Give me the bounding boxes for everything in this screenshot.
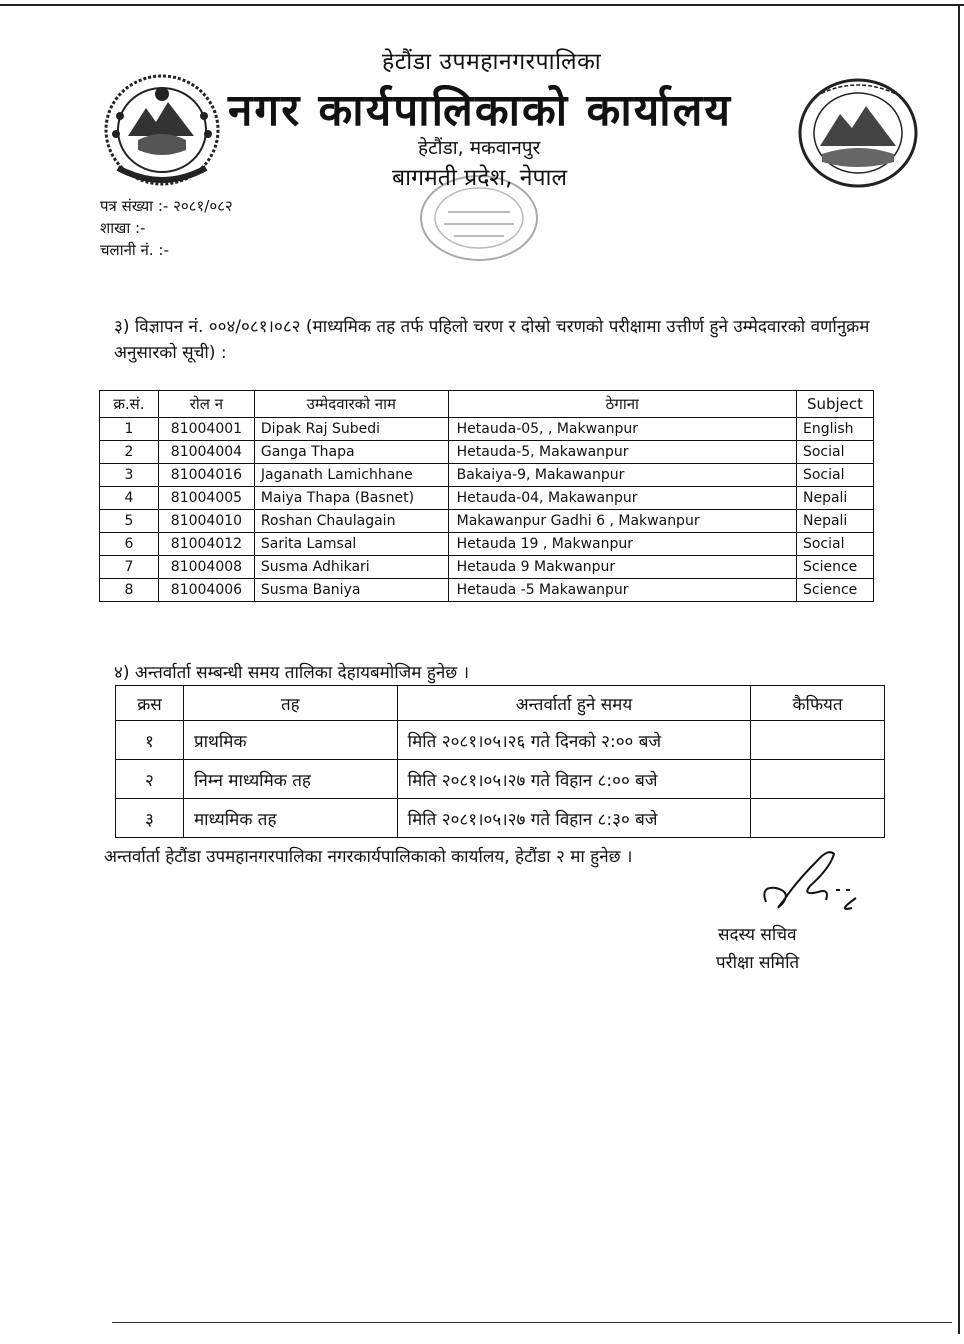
cell-roll: 81004016	[158, 464, 254, 487]
col-level: तह	[183, 686, 397, 721]
cell-name: Susma Baniya	[254, 579, 448, 602]
cell-name: Ganga Thapa	[254, 441, 448, 464]
cell-name: Susma Adhikari	[254, 556, 448, 579]
cell-roll: 81004004	[158, 441, 254, 464]
page-border-top	[0, 4, 964, 6]
cell-subject: Science	[796, 579, 873, 602]
cell-time: मिति २०८१।०५।२६ गते दिनको २:०० बजे	[397, 721, 750, 760]
signatory-body: परीक्षा समिति	[716, 953, 800, 973]
office-province: बागमती प्रदेश, नेपाल	[392, 165, 568, 191]
schedule-row	[116, 721, 885, 760]
cell-subject: Social	[796, 441, 873, 464]
page-border-bottom	[112, 1322, 952, 1323]
nepal-emblem-logo	[98, 68, 226, 192]
col-remarks: कैफियत	[751, 686, 885, 721]
cell-sn: 1	[100, 418, 159, 441]
cell-subject: Nepali	[796, 510, 873, 533]
cell-remarks	[751, 721, 885, 760]
candidate-table	[99, 390, 874, 602]
cell-subject: Social	[796, 533, 873, 556]
cell-roll: 81004001	[158, 418, 254, 441]
cell-subject: Nepali	[796, 487, 873, 510]
candidate-row	[100, 418, 874, 441]
cell-roll: 81004006	[158, 579, 254, 602]
col-time: अन्तर्वार्ता हुने समय	[397, 686, 750, 721]
section4-heading: ४) अन्तर्वार्ता सम्बन्धी समय तालिका देहायबमोजिम हुनेछ ।	[114, 663, 470, 683]
cell-address: Hetauda -5 Makawanpur	[448, 579, 796, 602]
cell-level: प्राथमिक	[183, 721, 397, 760]
cell-name: Dipak Raj Subedi	[254, 418, 448, 441]
candidate-row	[100, 579, 874, 602]
cell-remarks	[751, 799, 885, 838]
cell-roll: 81004005	[158, 487, 254, 510]
office-location: हेटौंडा, मकवानपुर	[418, 137, 541, 159]
cell-sn: १	[116, 721, 184, 760]
cell-address: Hetauda-05, , Makwanpur	[448, 418, 796, 441]
cell-sn: 8	[100, 579, 159, 602]
candidate-row	[100, 533, 874, 556]
col-sn: क्र.सं.	[100, 391, 159, 418]
cell-level: माध्यमिक तह	[183, 799, 397, 838]
col-roll: रोल न	[158, 391, 254, 418]
cell-address: Hetauda-5, Makawanpur	[448, 441, 796, 464]
cell-sn: २	[116, 760, 184, 799]
candidate-row	[100, 464, 874, 487]
cell-sn: 7	[100, 556, 159, 579]
cell-name: Jaganath Lamichhane	[254, 464, 448, 487]
cell-sn: 2	[100, 441, 159, 464]
cell-sn: 3	[100, 464, 159, 487]
section3-heading: ३) विज्ञापन नं. ००४/०८१।०८२ (माध्यमिक तह तर्फ पहिलो चरण र दोस्रो चरणको परीक्षामा उत्तीर्ण हुने उम्मेदवारको वर्णानुक्रम अनुसारको सूची) :	[114, 317, 870, 363]
cell-subject: Science	[796, 556, 873, 579]
cell-level: निम्न माध्यमिक तह	[183, 760, 397, 799]
cell-remarks	[751, 760, 885, 799]
candidate-row	[100, 441, 874, 464]
municipality-name: हेटौंडा उपमहानगरपालिका	[382, 49, 602, 75]
cell-name: Sarita Lamsal	[254, 533, 448, 556]
candidate-row	[100, 556, 874, 579]
branch-label: शाखा :-	[100, 219, 146, 237]
cell-subject: English	[796, 418, 873, 441]
schedule-table-header	[116, 686, 885, 721]
signatory-title: सदस्य सचिव	[718, 925, 797, 945]
interview-schedule-table	[115, 685, 885, 838]
page-border-right	[958, 4, 960, 1334]
col-address: ठेगाना	[448, 391, 796, 418]
cell-address: Makawanpur Gadhi 6 , Makwanpur	[448, 510, 796, 533]
schedule-row	[116, 760, 885, 799]
cell-roll: 81004012	[158, 533, 254, 556]
cell-address: Bakaiya-9, Makawanpur	[448, 464, 796, 487]
cell-roll: 81004010	[158, 510, 254, 533]
cell-roll: 81004008	[158, 556, 254, 579]
schedule-row	[116, 799, 885, 838]
candidate-row	[100, 510, 874, 533]
handwritten-signature	[756, 842, 860, 922]
cell-name: Maiya Thapa (Basnet)	[254, 487, 448, 510]
cell-name: Roshan Chaulagain	[254, 510, 448, 533]
office-title: नगर कार्यपालिकाको कार्यालय	[228, 85, 732, 136]
cell-address: Hetauda 9 Makwanpur	[448, 556, 796, 579]
cell-sn: 6	[100, 533, 159, 556]
cell-time: मिति २०८१।०५।२७ गते विहान ८:३० बजे	[397, 799, 750, 838]
municipality-logo	[796, 76, 920, 190]
col-sn: क्रस	[116, 686, 184, 721]
letter-number: पत्र संख्या :- २०८१/०८२	[100, 197, 233, 215]
cell-address: Hetauda 19 , Makwanpur	[448, 533, 796, 556]
col-subject: Subject	[796, 391, 873, 418]
candidate-row	[100, 487, 874, 510]
col-name: उम्मेदवारको नाम	[254, 391, 448, 418]
cell-sn: 4	[100, 487, 159, 510]
dispatch-number: चलानी नं. :-	[100, 241, 169, 259]
cell-sn: ३	[116, 799, 184, 838]
interview-venue-note: अन्तर्वार्ता हेटौंडा उपमहानगरपालिका नगरकार्यपालिकाको कार्यालय, हेटौंडा २ मा हुनेछ ।	[104, 847, 633, 867]
cell-address: Hetauda-04, Makawanpur	[448, 487, 796, 510]
cell-sn: 5	[100, 510, 159, 533]
cell-subject: Social	[796, 464, 873, 487]
cell-time: मिति २०८१।०५।२७ गते विहान ८:०० बजे	[397, 760, 750, 799]
candidate-table-header	[100, 391, 874, 418]
